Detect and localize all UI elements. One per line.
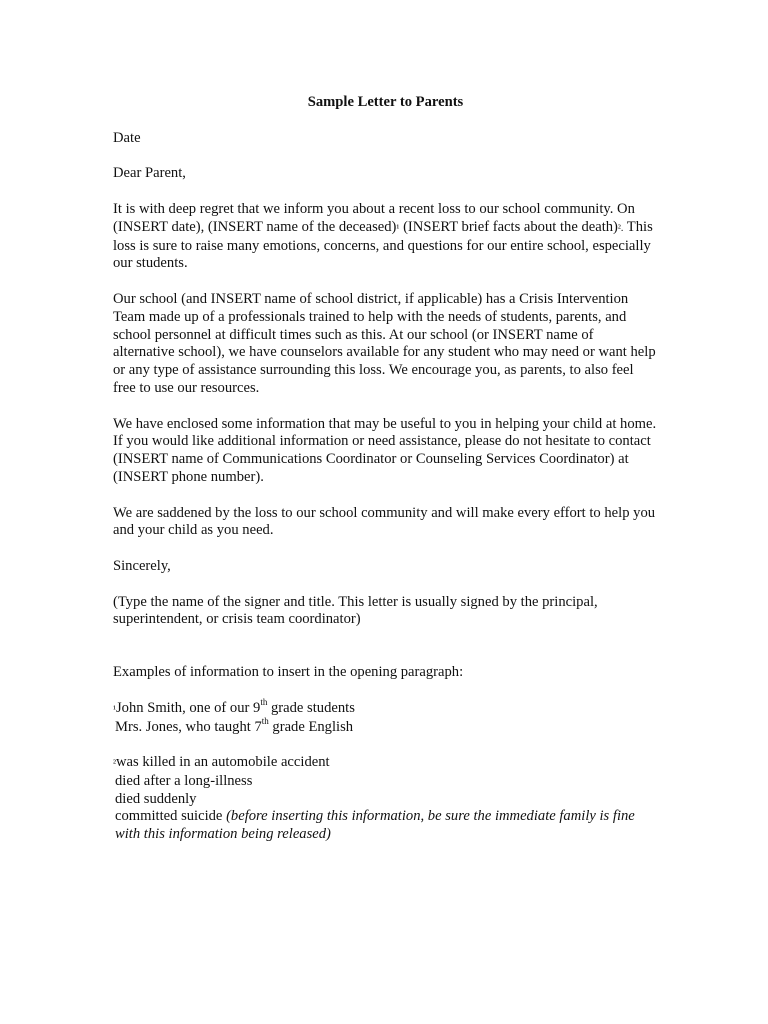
closing: Sincerely, [113, 557, 171, 574]
example-facts-caveat: (before inserting this information, be sure the immediate family is fine with this information being released) [115, 808, 635, 843]
date-line: Date [113, 129, 141, 146]
footnote-mark-2: ² [113, 758, 116, 770]
opening-text-1: It is with deep regret that we inform you about a recent loss to our school community. On (INSERT date), (INSERT name of the deceased) [113, 200, 635, 235]
footnote-mark-1: ¹ [113, 703, 116, 715]
footnote-mark-2: ². [617, 222, 624, 234]
salutation: Dear Parent, [113, 165, 186, 182]
page-title: Sample Letter to Parents [307, 94, 464, 110]
paragraph-enclosed-info: We have enclosed some information that may be useful to you in helping your child at home. If you would like additional information or need assistance, please do not hesitate to contact (INSERT name of Communications Coordinator or Counseling Services Coordinator) at (INSERT phone number). [113, 415, 657, 485]
footnote-mark-1: ¹ [396, 222, 400, 234]
example-facts-line-2: died after a long-illness [115, 772, 253, 789]
example-facts-text: committed suicide [115, 808, 227, 825]
example-name-text: grade students [267, 699, 355, 716]
opening-text-3: This loss is sure to raise many emotions, concerns, and questions for our entire school, especially our students. [113, 218, 653, 272]
example-name-text: Mrs. Jones, who taught 7 [115, 718, 262, 735]
letter-body [113, 94, 658, 844]
examples-heading: Examples of information to insert in the opening paragraph: [113, 664, 464, 681]
paragraph-crisis-team: Our school (and INSERT name of school district, if applicable) has a Crisis Intervention Team made up of a professionals trained to help with the needs of students, parents, and school personnel at difficult times such as this. At our school (or INSERT name of alternative school), we have counselors available for any student who may need or want help or any type of assistance surrounding this loss. We encourage you, as parents, to also feel free to use our resources. [113, 290, 656, 396]
example-name-text: John Smith, one of our 9 [116, 699, 261, 716]
example-name-text: grade English [268, 718, 354, 735]
example-name-line-1 [113, 696, 658, 719]
paragraph-opening [113, 201, 658, 273]
example-facts-line-3: died suddenly [115, 790, 197, 807]
ordinal-suffix: th [260, 696, 268, 707]
example-name-line-2 [113, 715, 658, 737]
example-facts-text: was killed in an automobile accident [116, 754, 330, 771]
opening-text-2: (INSERT brief facts about the death) [399, 218, 618, 235]
signer-note: (Type the name of the signer and title. This letter is usually signed by the principal, superintendent, or crisis team coordinator) [113, 593, 598, 628]
ordinal-suffix: th [261, 715, 269, 726]
example-facts-line-4 [113, 808, 658, 844]
paragraph-saddened: We are saddened by the loss to our school community and will make every effort to help you and your child as you need. [113, 504, 656, 539]
example-facts-line-1 [113, 754, 658, 773]
